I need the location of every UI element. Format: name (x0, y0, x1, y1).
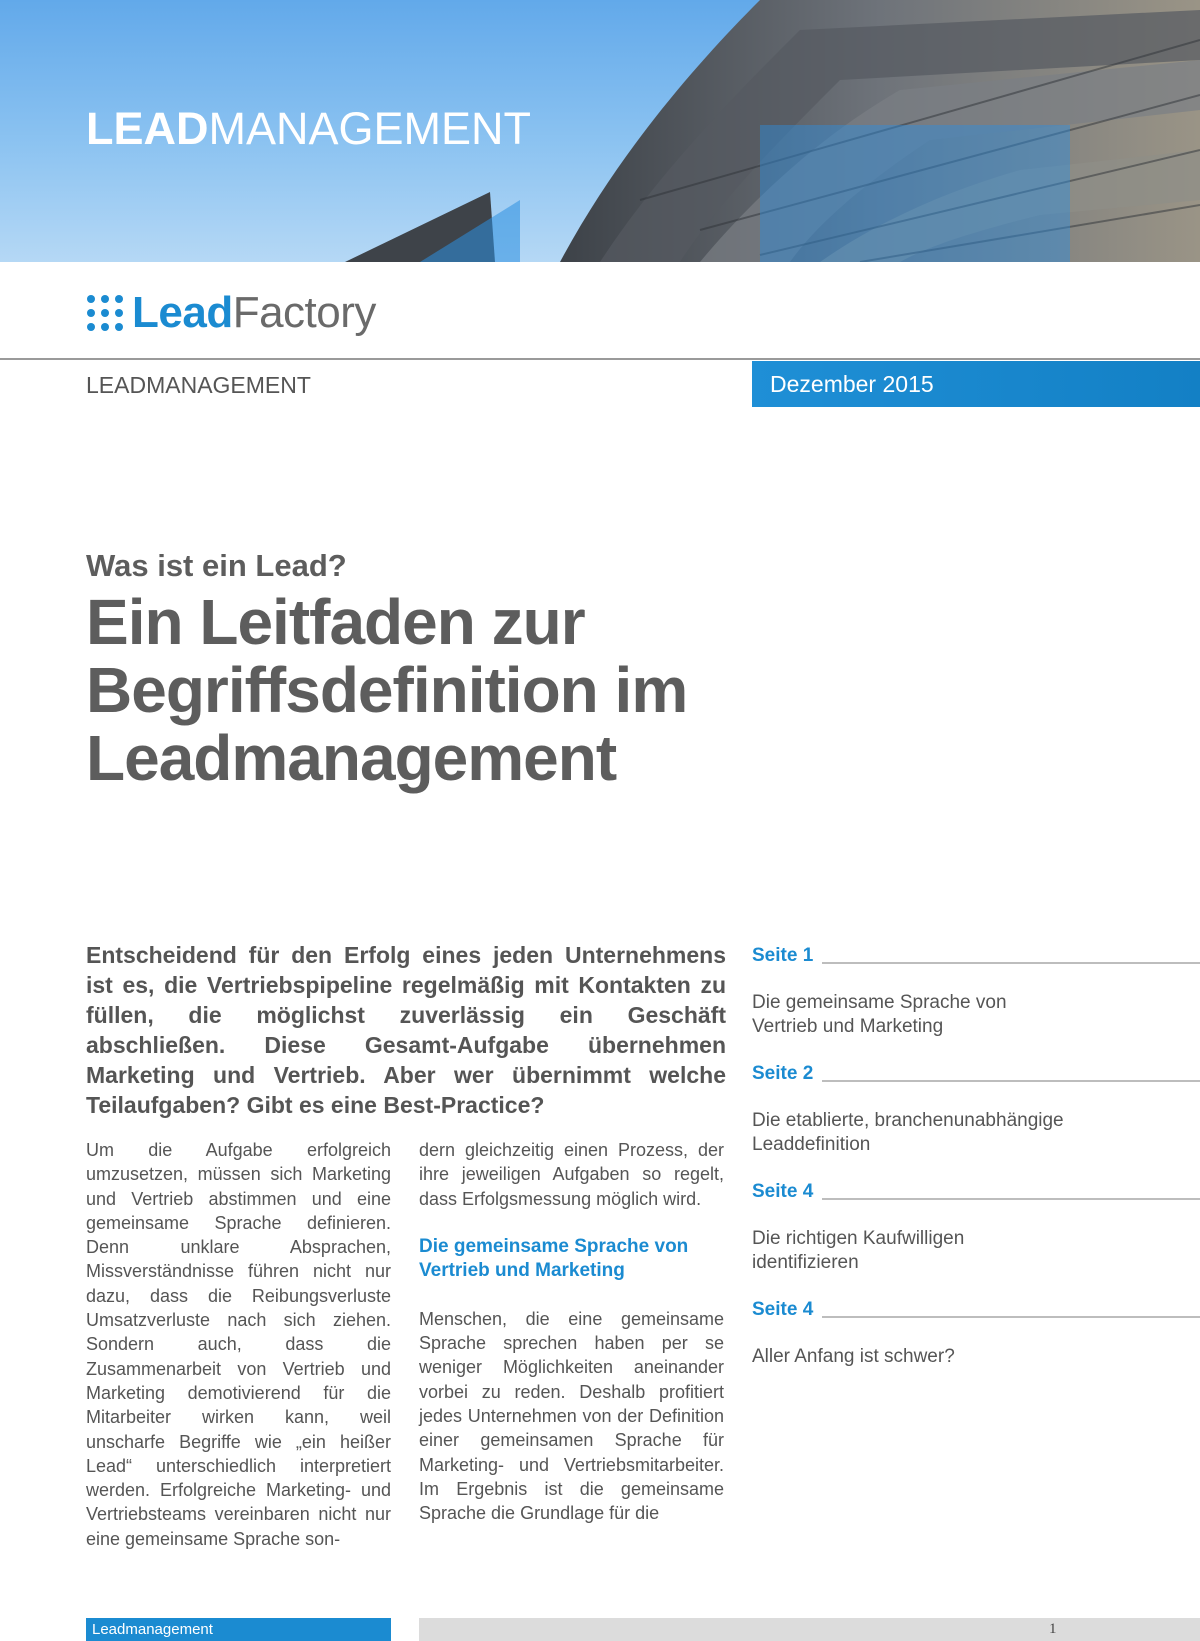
toc-entry[interactable] (752, 945, 1200, 1039)
hero-title-bold: LEAD (86, 103, 209, 154)
toc-entry[interactable] (752, 1181, 1200, 1275)
toc-description: Die gemeinsame Sprache von Vertrieb und Marketing (752, 992, 1007, 1037)
toc-rule (822, 1080, 1200, 1082)
footer-page-bar (419, 1618, 1200, 1641)
logo-factory: Factory (232, 288, 376, 337)
page-number: 1 (1049, 1621, 1057, 1637)
toc-page: Seite 1 (752, 945, 821, 967)
body-column-1 (86, 1138, 391, 1575)
toc-page: Seite 2 (752, 1063, 821, 1085)
hero-title (86, 103, 532, 154)
leadfactory-logo (86, 288, 376, 338)
toc-rule (822, 1316, 1200, 1318)
logo-dots-icon (86, 294, 124, 332)
page-title: Ein Leitfaden zur Begriffsdefinition im Leadmanagement (86, 586, 688, 794)
toc-rule (822, 1198, 1200, 1200)
logo-wordmark (132, 288, 376, 337)
kicker-title: Was ist ein Lead? (86, 548, 347, 583)
date-text: Dezember 2015 (770, 371, 934, 397)
hero-title-light: MANAGEMENT (208, 103, 532, 154)
table-of-contents (752, 945, 1200, 1393)
toc-description: Die etablierte, branchenunabhängige Leaddefinition (752, 1110, 1064, 1155)
section-heading: Die gemeinsame Sprache von Vertrieb und Marketing (419, 1235, 689, 1281)
toc-description: Aller Anfang ist schwer? (752, 1346, 955, 1367)
body-paragraph: Menschen, die eine gemeinsame Sprache sprechen haben per se weniger Möglichkeiten aneinander vorbei zu reden. Deshalb profitiert jedes Unternehmen von der Definition einer gemeinsamen Sprache für Marketing- und Vertriebsmitarbeiter. Im Ergebnis ist die gemeinsame Sprache die Grundlage für die (419, 1308, 724, 1524)
body-paragraph: Um die Aufgabe erfolgreich umzusetzen, müssen sich Marketing und Vertrieb abstimmen und eine gemeinsame Sprache definieren. Denn unklare Absprachen, Missverständnisse führen nicht nur dazu, dass die Reibungsverluste Umsatzverluste nach sich ziehen. Sondern auch, dass die Zusammenarbeit von Vertrieb und Marketing demotivierend für die Mitarbeiter wirken kann, weil unscharfe Begriffe wie „ein heißer Lead“ unterschiedlich interpretiert werden. Erfolgreiche Marketing- und Vertriebsteams vereinbaren nicht nur eine gemeinsame Sprache son- (86, 1140, 391, 1549)
header-divider (0, 358, 1200, 360)
toc-page: Seite 4 (752, 1181, 821, 1203)
toc-page: Seite 4 (752, 1299, 821, 1321)
toc-entry[interactable] (752, 1063, 1200, 1157)
body-paragraph: dern gleichzeitig einen Prozess, der ihre jeweiligen Aufgaben so regelt, dass Erfolgsmessung möglich wird. (419, 1140, 724, 1209)
toc-description: Die richtigen Kaufwilligen identifizieren (752, 1228, 965, 1273)
hero-banner (0, 0, 1200, 262)
section-label: LEADMANAGEMENT (86, 372, 311, 398)
footer-label-bar (86, 1618, 391, 1641)
logo-lead: Lead (132, 288, 233, 337)
toc-entry[interactable] (752, 1299, 1200, 1369)
toc-rule (822, 962, 1200, 964)
body-column-2 (419, 1138, 724, 1550)
date-badge (752, 361, 1200, 407)
intro-paragraph: Entscheidend für den Erfolg eines jeden Unternehmens ist es, die Vertriebspipeline regelmäßig mit Kontakten zu füllen, die möglichst zuverlässig ein Geschäft abschließen. Diese Gesamt-Aufgabe übernehmen Marketing und Vertrieb. Aber wer übernimmt welche Teilaufgaben? Gibt es eine Best-Practice? (86, 942, 726, 1118)
footer-label: Leadmanagement (92, 1621, 213, 1638)
